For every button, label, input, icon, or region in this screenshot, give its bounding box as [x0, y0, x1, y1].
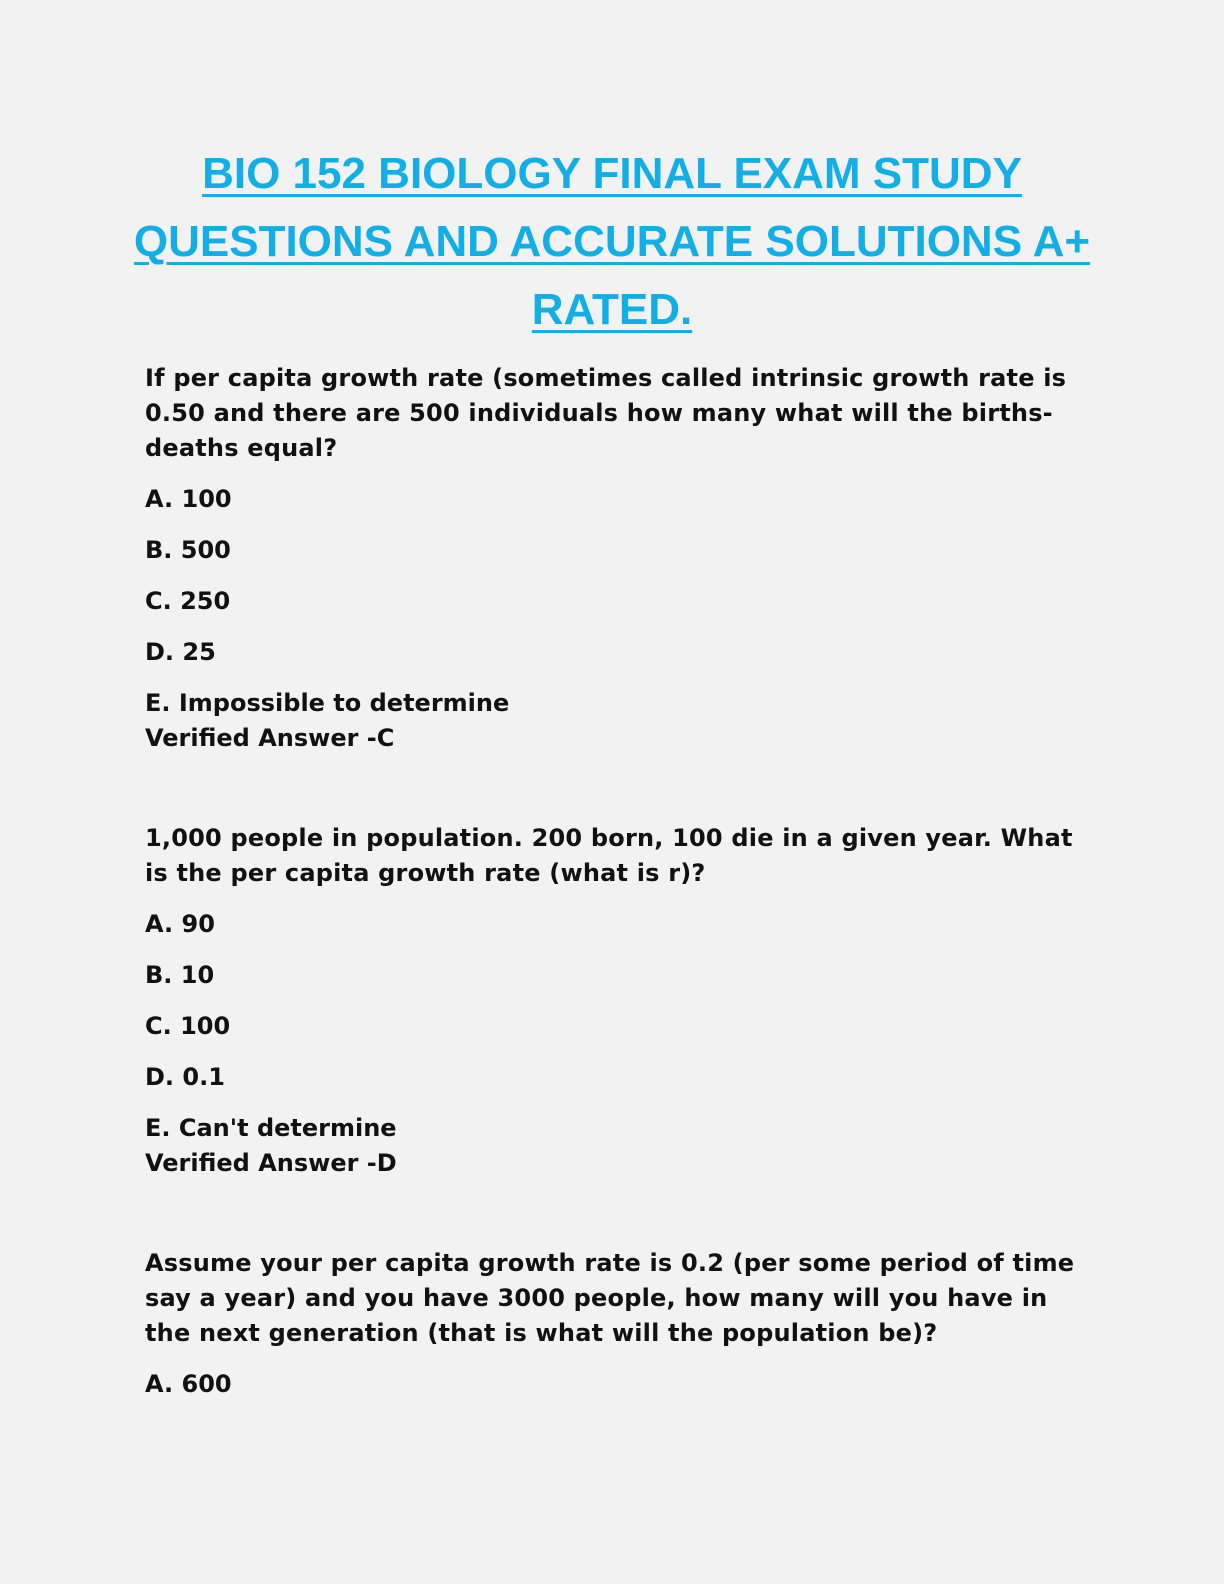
question-block-2: [145, 821, 1085, 1181]
option-c: C. 250: [145, 587, 231, 615]
page-title: [112, 140, 1112, 344]
verified-answer: Verified Answer -C: [145, 724, 395, 752]
option-a: A. 100: [145, 485, 232, 513]
option-a: A. 90: [145, 910, 215, 938]
title-line-1: BIO 152 BIOLOGY FINAL EXAM STUDY: [202, 149, 1022, 198]
question-block-3: [145, 1246, 1085, 1402]
option-d: D. 25: [145, 638, 216, 666]
title-line-2: QUESTIONS AND ACCURATE SOLUTIONS A+: [133, 217, 1091, 266]
option-b: B. 500: [145, 536, 231, 564]
option-e: E. Can't determine: [145, 1114, 397, 1142]
question-text: Assume your per capita growth rate is 0.2 (per some period of time say a year) and you have 3000 people, how many will you have in the next generation (that is what will the population be)?: [145, 1249, 1075, 1347]
option-b: B. 10: [145, 961, 215, 989]
verified-answer: Verified Answer -D: [145, 1149, 397, 1177]
option-e: E. Impossible to determine: [145, 689, 510, 717]
question-block-1: [145, 361, 1085, 756]
option-c: C. 100: [145, 1012, 231, 1040]
option-a: A. 600: [145, 1370, 232, 1398]
option-d: D. 0.1: [145, 1063, 225, 1091]
question-text: If per capita growth rate (sometimes called intrinsic growth rate is 0.50 and there are 500 individuals how many what will the births-deaths equal?: [145, 364, 1067, 462]
question-text: 1,000 people in population. 200 born, 100 die in a given year. What is the per capita growth rate (what is r)?: [145, 824, 1073, 887]
title-line-3: RATED.: [531, 285, 693, 334]
